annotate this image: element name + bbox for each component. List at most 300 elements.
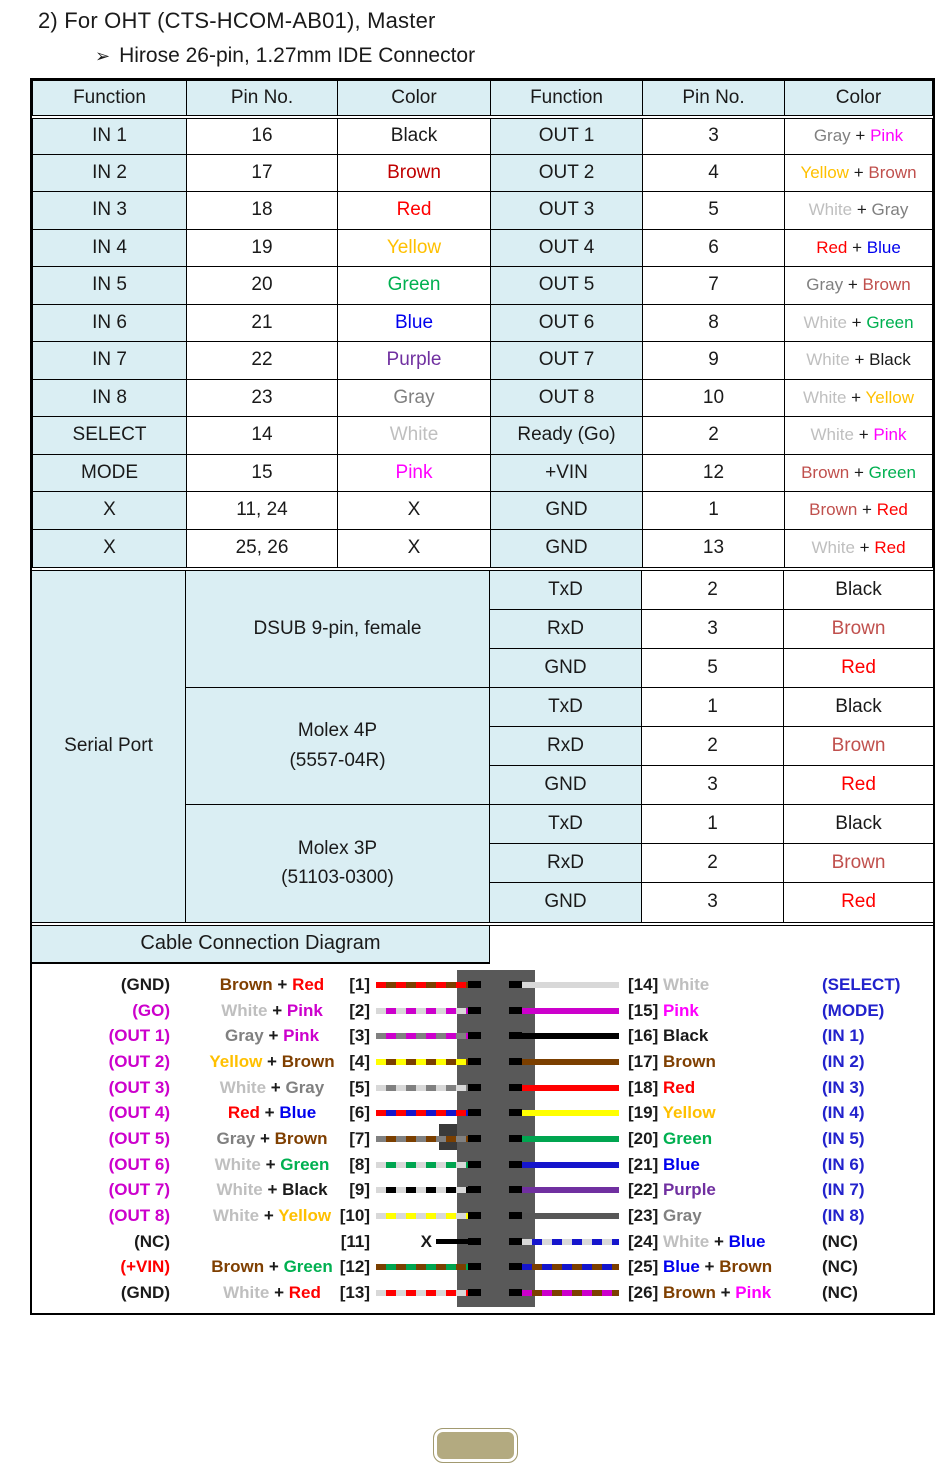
connector-name-line: Molex 4P — [297, 720, 378, 742]
connector-pin-contact — [468, 1289, 481, 1296]
color-word: Blue — [662, 1256, 700, 1276]
function-cell: +VIN — [491, 454, 643, 492]
color-word: + — [853, 162, 864, 182]
color-word: Blue — [866, 237, 901, 257]
color-word: White — [806, 350, 850, 370]
color-word: Red — [874, 538, 906, 557]
color-word: Brown — [274, 1128, 328, 1148]
diagram-right-function-label: (NC) — [822, 1256, 858, 1276]
color-word: White — [802, 387, 847, 407]
diagram-left-pin-number: [4] — [349, 1051, 370, 1071]
pin-assignment-table — [30, 78, 935, 1315]
diagram-left-pin-number: [2] — [349, 1000, 370, 1020]
connector-name-line: (5557-04R) — [289, 749, 386, 771]
connector-pin-contact — [468, 1135, 481, 1142]
color-word: + — [847, 275, 858, 295]
connector-pin-contact — [509, 1289, 522, 1296]
column-header: Pin No. — [643, 81, 785, 117]
function-cell: IN 5 — [33, 267, 187, 305]
serial-function-cell: GND — [490, 766, 642, 805]
diagram-left-pin-number: [11] — [340, 1231, 370, 1251]
diagram-right-wire — [522, 1264, 619, 1270]
connector-pin-contact — [509, 1186, 522, 1193]
color-word: Red — [876, 500, 908, 520]
pin-number-cell: 3 — [643, 117, 785, 155]
color-word: Green — [387, 274, 441, 296]
color-word: Black — [282, 1179, 328, 1199]
column-header: Color — [785, 81, 933, 117]
connector-pin-contact — [468, 1161, 481, 1168]
diagram-left-function-label: (OUT 3) — [108, 1077, 170, 1097]
function-cell: X — [33, 492, 187, 530]
diagram-right-function-label: (SELECT) — [822, 974, 901, 994]
diagram-left-function-label: (OUT 5) — [108, 1128, 170, 1148]
pin-number-cell: 7 — [643, 267, 785, 305]
color-word: White — [223, 1282, 270, 1302]
wire-color-cell — [338, 454, 491, 492]
diagram-right-wire — [522, 1033, 619, 1039]
connector-pin-contact — [509, 1084, 522, 1091]
color-word: Green — [280, 1154, 330, 1174]
pin-number-cell: 15 — [187, 454, 338, 492]
connector-pin-contact — [509, 1058, 522, 1065]
diagram-left-function-label: (OUT 8) — [108, 1205, 170, 1225]
diagram-left-function-label: (OUT 4) — [108, 1102, 170, 1122]
diagram-right-function-label: (IN 5) — [822, 1128, 865, 1148]
pin-number-cell: 16 — [187, 117, 338, 155]
diagram-right-pin-number: [19] — [628, 1102, 659, 1122]
diagram-right-wire — [522, 1239, 619, 1245]
color-word: White — [662, 974, 710, 994]
function-cell: IN 3 — [33, 192, 187, 230]
color-word: + — [852, 237, 863, 257]
color-word: Brown — [809, 500, 858, 520]
color-word: Gray — [216, 1128, 256, 1148]
function-cell: IN 4 — [33, 229, 187, 267]
color-word: + — [855, 126, 866, 145]
pin-number-cell: 22 — [187, 342, 338, 380]
function-cell: GND — [491, 492, 643, 530]
color-word: Brown — [211, 1256, 265, 1276]
color-word: + — [268, 1025, 279, 1045]
connector-pin-contact — [509, 1212, 522, 1219]
color-word: Blue — [394, 311, 434, 333]
serial-color-cell: Red — [841, 891, 876, 912]
connector-pin-contact — [468, 1007, 481, 1014]
color-word: Pink — [662, 1000, 699, 1020]
diagram-right-pin-number: [18] — [628, 1077, 659, 1097]
serial-color-cell: Red — [784, 766, 933, 805]
color-word: White — [389, 424, 439, 446]
function-cell: OUT 1 — [491, 117, 643, 155]
function-cell: OUT 8 — [491, 379, 643, 417]
table-row — [33, 192, 933, 230]
color-word: + — [862, 500, 872, 520]
subtitle-text: Hirose 26-pin, 1.27mm IDE Connector — [119, 44, 476, 67]
diagram-left-pin-number: [8] — [349, 1154, 370, 1174]
diagram-left-function-label: (+VIN) — [120, 1256, 170, 1276]
diagram-right-pin-number: [25] — [628, 1256, 659, 1276]
color-word: Green — [868, 462, 916, 482]
diagram-right-pin-and-color — [628, 1077, 820, 1099]
color-word: Yellow — [800, 162, 849, 182]
wire-color-cell — [785, 229, 933, 267]
page-title: 2) For OHT (CTS-HCOM-AB01), Master — [38, 8, 436, 33]
connector-pin-contact — [468, 1186, 481, 1193]
table-row — [33, 417, 933, 455]
color-word: White — [810, 425, 854, 445]
diagram-left-function-label: (GND) — [120, 1282, 170, 1302]
diagram-right-pin-and-color — [628, 1051, 820, 1073]
diagram-right-function-label: (IN 4) — [822, 1102, 865, 1122]
serial-color-cell: Black — [784, 571, 933, 610]
diagram-right-wire — [522, 1110, 619, 1116]
color-word: Yellow — [662, 1102, 716, 1122]
color-word: Yellow — [386, 236, 442, 258]
table-row — [33, 229, 933, 267]
diagram-left-pin-number: [10] — [339, 1205, 370, 1225]
serial-function-cell: TxD — [490, 571, 642, 610]
diagram-left-wire — [376, 1264, 468, 1270]
wire-color-cell — [338, 492, 491, 530]
color-word: Yellow — [209, 1051, 263, 1071]
serial-function-cell: RxD — [490, 844, 642, 883]
connector-pin-contact — [509, 1263, 522, 1270]
pin-number-cell: 14 — [187, 417, 338, 455]
diagram-right-pin-and-color — [628, 974, 820, 996]
table-header-row — [33, 81, 933, 117]
color-word: Gray — [224, 1025, 264, 1045]
serial-function-cell: RxD — [490, 610, 642, 649]
diagram-right-function-label: (MODE) — [822, 1000, 885, 1020]
diagram-right-function-label: (IN 7) — [822, 1179, 865, 1199]
color-word: Pink — [286, 1000, 323, 1020]
serial-pin-cell: 3 — [642, 766, 784, 805]
pin-number-cell: 4 — [643, 154, 785, 192]
function-cell: SELECT — [33, 417, 187, 455]
table-row — [33, 492, 933, 530]
color-word: + — [720, 1282, 731, 1302]
color-word: + — [267, 1179, 278, 1199]
function-cell: OUT 3 — [491, 192, 643, 230]
color-word: White — [219, 1077, 267, 1097]
pin-number-cell: 8 — [643, 304, 785, 342]
diagram-left-wire — [376, 982, 468, 988]
connector-pin-contact — [468, 1058, 481, 1065]
diagram-right-pin-number: [17] — [628, 1051, 659, 1071]
connector-name-cell — [186, 805, 490, 922]
color-word: X — [407, 537, 421, 558]
diagram-left-pin-number: [7] — [349, 1128, 370, 1148]
color-word: + — [859, 538, 870, 557]
connector-pin-contact — [509, 1032, 522, 1039]
diagram-right-pin-number: [14] — [628, 974, 659, 994]
color-word: Pink — [283, 1025, 320, 1045]
color-word: Red — [396, 199, 432, 221]
diagram-right-pin-number: [20] — [628, 1128, 659, 1148]
color-word: Purple — [662, 1179, 716, 1199]
diagram-left-pin-number: [6] — [349, 1102, 370, 1122]
diagram-left-wire — [376, 1033, 468, 1039]
color-word: Red — [227, 1102, 260, 1122]
wire-color-cell — [785, 192, 933, 230]
color-word: + — [277, 974, 288, 994]
function-cell: IN 6 — [33, 304, 187, 342]
connector-pin-contact — [468, 1084, 481, 1091]
diagram-right-pin-and-color — [628, 1128, 820, 1150]
color-word: Purple — [386, 349, 442, 371]
serial-function-cell: GND — [490, 649, 642, 688]
color-word: White — [808, 200, 853, 220]
color-word: Green — [866, 312, 914, 332]
serial-pin-cell: 2 — [642, 844, 784, 883]
color-word: Pink — [735, 1282, 772, 1302]
color-word: + — [858, 425, 869, 445]
color-word: Gray — [662, 1205, 702, 1225]
serial-color-cell: Brown — [784, 727, 933, 766]
color-word: + — [270, 1077, 281, 1097]
pin-number-cell: 12 — [643, 454, 785, 492]
wire-color-cell — [338, 529, 491, 567]
diagram-left-wire — [376, 1136, 468, 1142]
wire-color-cell — [338, 304, 491, 342]
diagram-right-function-label: (NC) — [822, 1231, 858, 1251]
connector-pin-contact — [468, 1238, 481, 1245]
diagram-right-function-label: (IN 1) — [822, 1025, 865, 1045]
table-row — [33, 304, 933, 342]
serial-color-cell: Red — [784, 649, 933, 688]
function-cell: OUT 2 — [491, 154, 643, 192]
page-subtitle — [95, 44, 475, 68]
color-word: Brown — [219, 974, 273, 994]
column-header: Pin No. — [187, 81, 338, 117]
color-word: Gray — [285, 1077, 325, 1097]
diagram-right-wire — [522, 1085, 619, 1091]
serial-function-cell: TxD — [490, 805, 642, 844]
pin-number-cell: 17 — [187, 154, 338, 192]
color-word: Blue — [728, 1231, 766, 1251]
pin-number-cell: 6 — [643, 229, 785, 267]
serial-pin-cell: 1 — [642, 805, 784, 844]
connector-pin-contact — [468, 1109, 481, 1116]
wire-color-cell — [785, 417, 933, 455]
color-word: White — [216, 1179, 263, 1199]
wire-color-cell — [338, 117, 491, 155]
diagram-right-function-label: (IN 3) — [822, 1077, 865, 1097]
color-word: + — [268, 1256, 279, 1276]
function-cell: MODE — [33, 454, 187, 492]
connector-pin-contact — [468, 981, 481, 988]
color-word: Red — [292, 974, 325, 994]
color-word: + — [267, 1051, 277, 1071]
wire-color-cell — [785, 117, 933, 155]
diagram-right-function-label: (IN 2) — [822, 1051, 865, 1071]
color-word: Brown — [387, 161, 441, 183]
wire-color-cell — [785, 379, 933, 417]
wire-color-cell — [785, 267, 933, 305]
function-cell: IN 1 — [33, 117, 187, 155]
serial-pin-cell: 3 — [642, 883, 784, 922]
connector-pin-contact — [509, 1109, 522, 1116]
serial-function-cell: TxD — [490, 688, 642, 727]
serial-color-cell: Black — [784, 688, 933, 727]
serial-pin-cell: 1 — [642, 688, 784, 727]
diagram-left-function-label: (OUT 2) — [108, 1051, 170, 1071]
diagram-left-wire — [436, 1239, 468, 1244]
wire-color-cell — [785, 304, 933, 342]
pin-number-cell: 5 — [643, 192, 785, 230]
color-word: + — [704, 1256, 715, 1276]
pin-number-cell: 21 — [187, 304, 338, 342]
wire-color-cell — [785, 529, 933, 567]
diagram-right-pin-and-color — [628, 1154, 820, 1176]
no-connect-x-marker: X — [420, 1231, 432, 1251]
diagram-right-pin-and-color — [628, 1231, 820, 1253]
color-word: White — [221, 1000, 268, 1020]
wire-color-cell — [338, 192, 491, 230]
color-word: + — [854, 462, 864, 482]
wire-color-cell — [338, 154, 491, 192]
table-row — [33, 454, 933, 492]
column-header: Color — [338, 81, 491, 117]
color-word: Pink — [870, 126, 904, 145]
diagram-left-pin-number: [1] — [349, 974, 370, 994]
wire-color-cell — [338, 379, 491, 417]
diagram-right-pin-number: [22] — [628, 1179, 659, 1199]
diagram-left-function-label: (OUT 7) — [108, 1179, 170, 1199]
diagram-right-pin-and-color — [628, 1256, 820, 1278]
pin-table — [32, 80, 933, 567]
diagram-right-wire — [522, 1136, 619, 1142]
wire-color-cell — [785, 342, 933, 380]
color-word: + — [274, 1282, 285, 1302]
diagram-right-pin-and-color — [628, 1205, 820, 1227]
color-word: White — [212, 1205, 260, 1225]
arrow-bullet-icon: ➢ — [95, 46, 111, 66]
function-cell: GND — [491, 529, 643, 567]
connector-pin-contact — [509, 1161, 522, 1168]
diagram-right-function-label: (IN 8) — [822, 1205, 865, 1225]
diagram-right-wire — [522, 1213, 619, 1219]
connector-pin-contact — [509, 981, 522, 988]
serial-color-cell: Black — [784, 805, 933, 844]
color-word: Pink — [395, 461, 433, 483]
color-word: Blue — [662, 1154, 700, 1174]
serial-port-section — [32, 567, 933, 922]
diagram-right-pin-and-color — [628, 1102, 820, 1124]
pin-number-cell: 23 — [187, 379, 338, 417]
pin-number-cell: 13 — [643, 529, 785, 567]
diagram-right-wire — [522, 1290, 619, 1296]
color-word: Brown — [719, 1256, 773, 1276]
color-word: Blue — [279, 1102, 317, 1122]
diagram-right-wire — [522, 1162, 619, 1168]
diagram-left-function-label: (OUT 1) — [108, 1025, 170, 1045]
table-row — [33, 267, 933, 305]
diagram-left-wire — [376, 1213, 468, 1219]
diagram-left-wire — [376, 1059, 468, 1065]
color-word: + — [851, 312, 862, 332]
diagram-left-pin-number: [13] — [339, 1282, 370, 1302]
color-word: White — [662, 1231, 710, 1251]
cable-connection-diagram-title: Cable Connection Diagram — [32, 926, 490, 964]
connector-name-line: Molex 3P — [297, 837, 378, 859]
connector-name-line: DSUB 9-pin, female — [253, 617, 422, 639]
connector-pin-contact — [468, 1032, 481, 1039]
color-word: White — [214, 1154, 261, 1174]
connector-pin-contact — [468, 1263, 481, 1270]
diagram-right-wire — [522, 1059, 619, 1065]
color-word: Black — [390, 125, 438, 146]
diagram-right-wire — [522, 1008, 619, 1014]
pin-number-cell: 25, 26 — [187, 529, 338, 567]
diagram-left-wire — [376, 1008, 468, 1014]
pin-number-cell: 18 — [187, 192, 338, 230]
diagram-right-function-label: (NC) — [822, 1282, 858, 1302]
wire-color-cell — [338, 417, 491, 455]
diagram-left-function-label: (GND) — [120, 974, 170, 994]
diagram-left-pin-number: [9] — [349, 1179, 370, 1199]
function-cell: OUT 4 — [491, 229, 643, 267]
function-cell: OUT 6 — [491, 304, 643, 342]
connector-name-cell — [186, 571, 490, 688]
color-word: Brown — [862, 275, 911, 295]
color-word: + — [713, 1231, 724, 1251]
color-word: + — [259, 1128, 270, 1148]
function-cell: IN 2 — [33, 154, 187, 192]
color-word: Gray — [806, 275, 844, 295]
function-cell: Ready (Go) — [491, 417, 643, 455]
diagram-left-pin-number: [3] — [349, 1025, 370, 1045]
color-word: Black — [869, 350, 911, 370]
column-header: Function — [33, 81, 187, 117]
pin-number-cell: 11, 24 — [187, 492, 338, 530]
serial-pin-cell: 5 — [642, 649, 784, 688]
diagram-right-pin-number: [21] — [628, 1154, 659, 1174]
table-row — [33, 529, 933, 567]
wire-color-cell — [785, 454, 933, 492]
wire-color-cell — [338, 229, 491, 267]
diagram-left-wire — [376, 1290, 468, 1296]
wire-color-cell — [338, 342, 491, 380]
footer-button[interactable] — [433, 1428, 518, 1463]
function-cell: IN 7 — [33, 342, 187, 380]
color-word: + — [851, 387, 862, 407]
diagram-left-function-label: (OUT 6) — [108, 1154, 170, 1174]
diagram-right-wire — [522, 982, 619, 988]
diagram-right-pin-number: [16] — [628, 1025, 659, 1045]
diagram-right-pin-number: [15] — [628, 1000, 659, 1020]
diagram-right-pin-and-color — [628, 1179, 820, 1201]
color-word: Brown — [281, 1051, 335, 1071]
function-cell: IN 8 — [33, 379, 187, 417]
pin-number-cell: 2 — [643, 417, 785, 455]
color-word: Gray — [871, 200, 909, 220]
color-word: Red — [816, 237, 848, 257]
diagram-right-wire — [522, 1187, 619, 1193]
connector-pin-contact — [509, 1135, 522, 1142]
color-word: Brown — [662, 1282, 716, 1302]
color-word: Brown — [868, 162, 917, 182]
wire-color-cell — [338, 267, 491, 305]
diagram-right-pin-number: [24] — [628, 1231, 659, 1251]
connector-pin-contact — [509, 1238, 522, 1245]
color-word: Gray — [393, 386, 435, 408]
pin-number-cell: 20 — [187, 267, 338, 305]
diagram-right-pin-number: [23] — [628, 1205, 659, 1225]
color-word: Yellow — [865, 387, 915, 407]
color-word: Pink — [873, 425, 907, 445]
